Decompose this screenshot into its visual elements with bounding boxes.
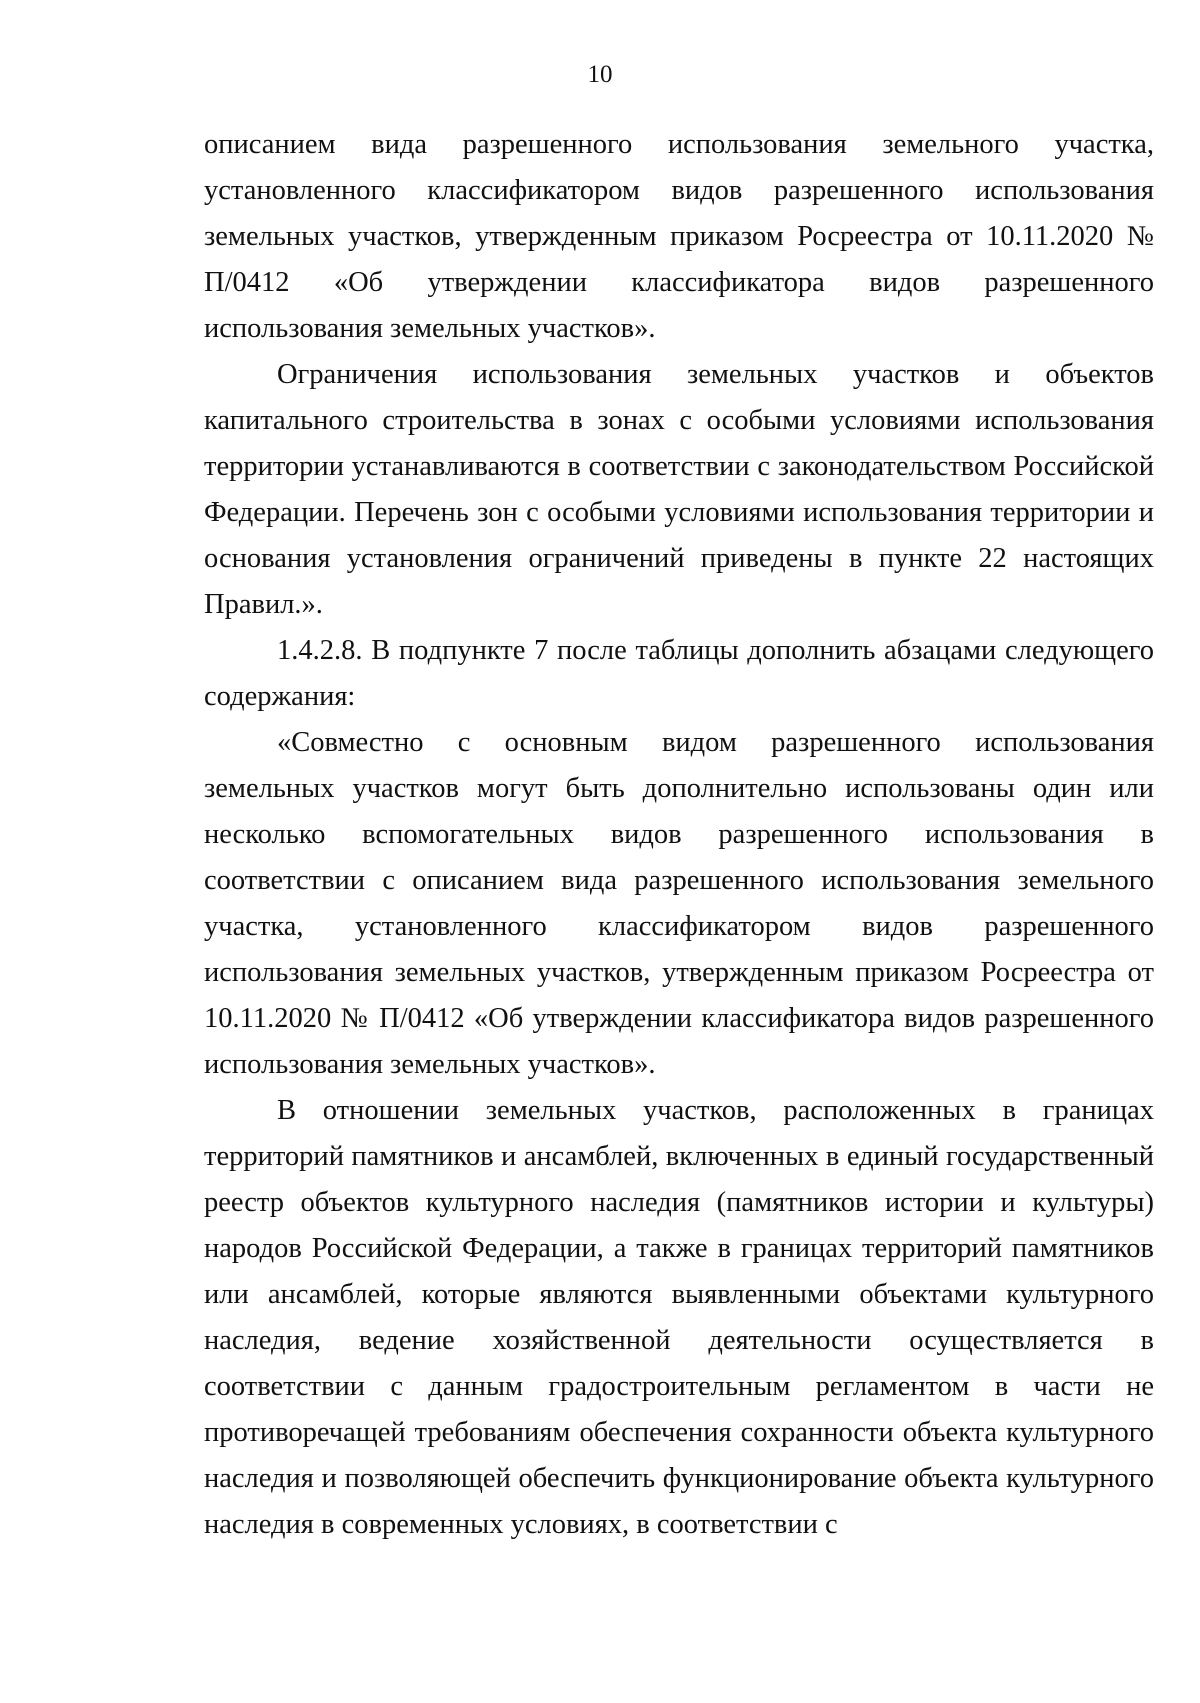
paragraph-auxiliary-uses: «Совместно с основным видом разрешенного использования земельных участков могут быть дополнительно использованы один или несколько вспомогательных видов разрешенного использования в соответствии с описанием вида разрешенного использования земельного участка, установленного классификатором видов разрешенного использования земельных участков, утвержденным приказом Росреестра от 10.11.2020 № П/0412 «Об утверждении классификатора видов разрешенного использования земельных участков».	[204, 727, 1154, 1080]
document-body	[204, 122, 1154, 1548]
paragraph-clause-1-4-2-8: 1.4.2.8. В подпункте 7 после таблицы дополнить абзацами следующего содержания:	[204, 635, 1154, 712]
page-number: 10	[587, 61, 613, 88]
paragraph-restrictions: Ограничения использования земельных участков и объектов капитального строительства в зонах с особыми условиями использования территории устанавливаются в соответствии с законодательством Российской Федерации. Перечень зон с особыми условиями использования территории и основания установления ограничений приведены в пункте 22 настоящих Правил.».	[204, 359, 1154, 620]
paragraph-heritage-sites: В отношении земельных участков, расположенных в границах территорий памятников и ансамблей, включенных в единый государственный реестр объектов культурного наследия (памятников истории и культуры) народов Российской Федерации, а также в границах территорий памятников или ансамблей, которые являются выявленными объектами культурного наследия, ведение хозяйственной деятельности осуществляется в соответствии с данным градостроительным регламентом в части не противоречащей требованиям обеспечения сохранности объекта культурного наследия и позволяющей обеспечить функционирование объекта культурного наследия в современных условиях, в соответствии с	[204, 1095, 1154, 1540]
paragraph-continuation: описанием вида разрешенного использования земельного участка, установленного классификатором видов разрешенного использования земельных участков, утвержденным приказом Росреестра от 10.11.2020 № П/0412 «Об утверждении классификатора видов разрешенного использования земельных участков».	[204, 129, 1154, 344]
